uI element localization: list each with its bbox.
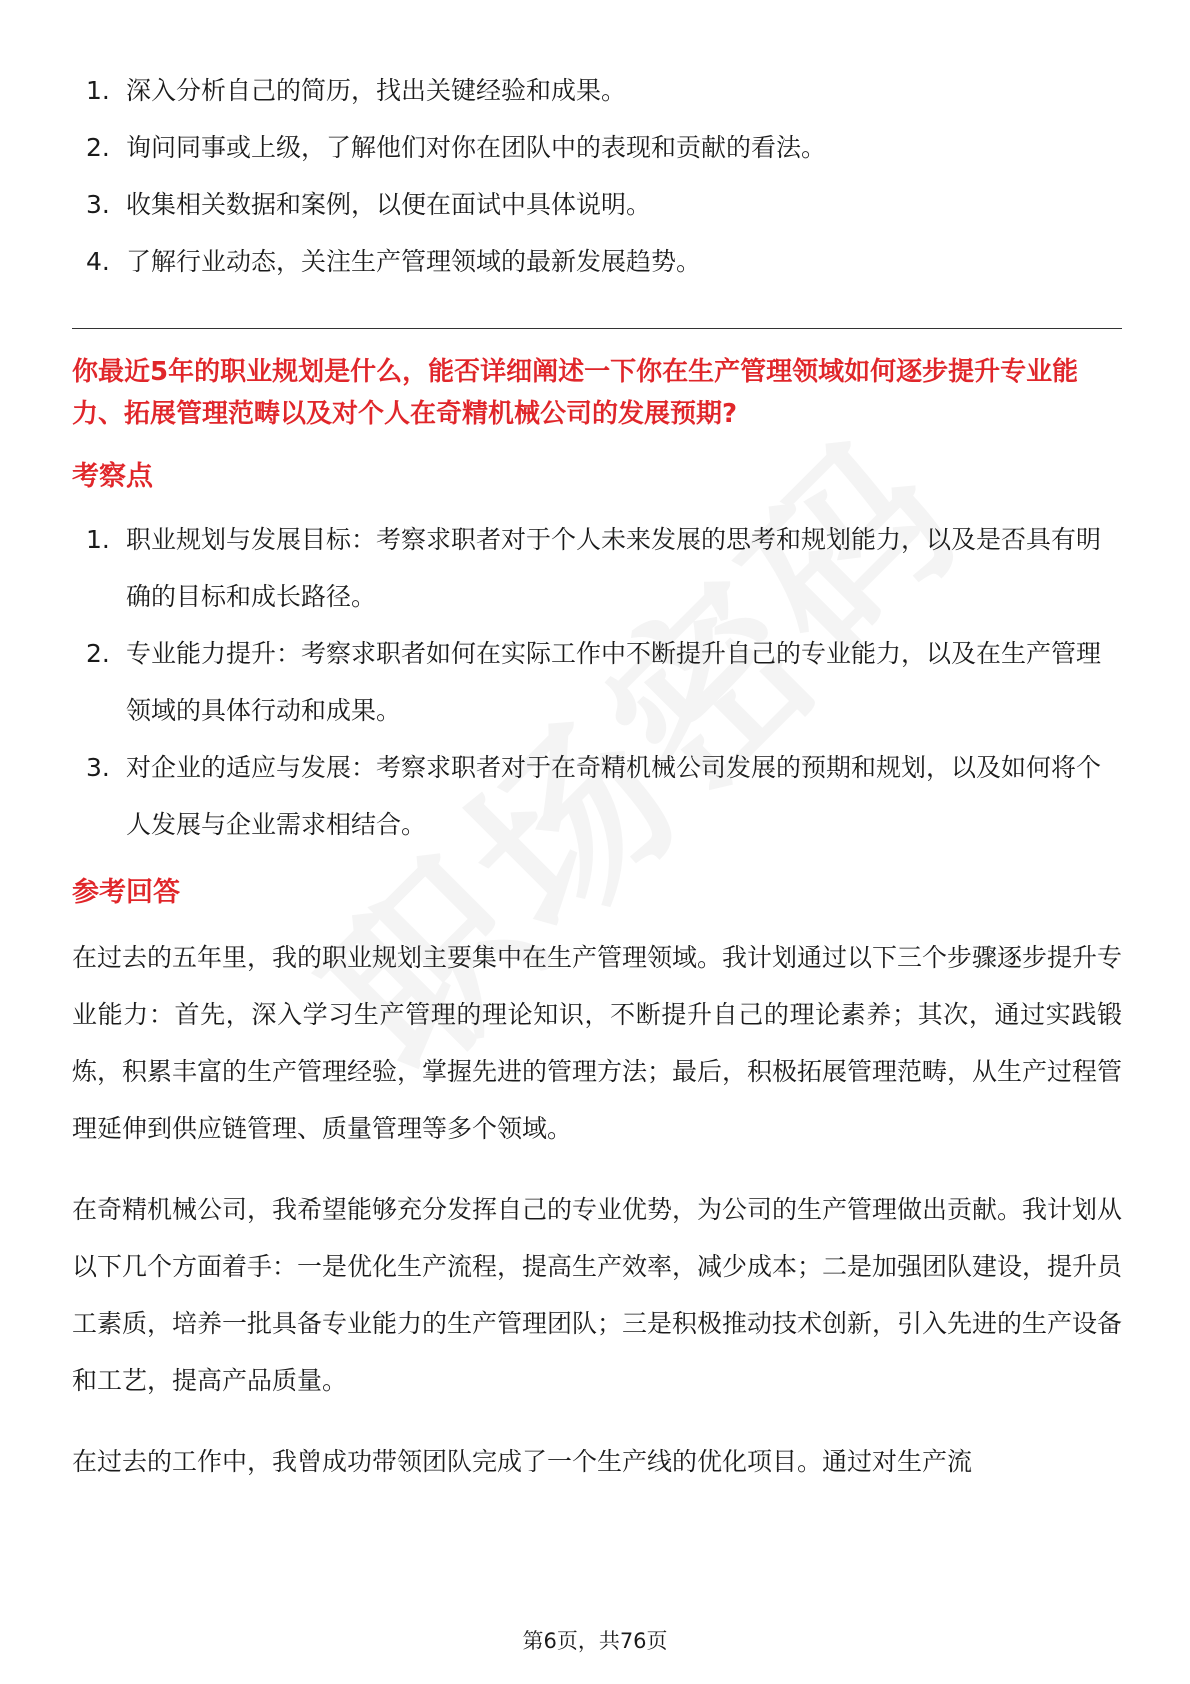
- list-item: [72, 625, 1122, 739]
- page-content: [72, 62, 1122, 1514]
- list-item-text: 对企业的适应与发展：考察求职者对于在奇精机械公司发展的预期和规划，以及如何将个人发展与企业需求相结合。: [126, 753, 1102, 839]
- answer-paragraph: 在过去的五年里，我的职业规划主要集中在生产管理领域。我计划通过以下三个步骤逐步提升专业能力：首先，深入学习生产管理的理论知识，不断提升自己的理论素养；其次，通过实践锻炼，积累丰富的生产管理经验，掌握先进的管理方法；最后，积极拓展管理范畴，从生产过程管理延伸到供应链管理、质量管理等多个领域。: [72, 943, 1123, 1143]
- list-item-text: 了解行业动态，关注生产管理领域的最新发展趋势。: [126, 247, 702, 276]
- list-item: [72, 62, 1122, 119]
- list-number: 1.: [86, 525, 110, 554]
- list-number: 2.: [86, 639, 110, 668]
- list-item: [72, 119, 1122, 176]
- list-item: [72, 739, 1122, 853]
- section-divider: [72, 328, 1122, 329]
- list-item-text: 询问同事或上级，了解他们对你在团队中的表现和贡献的看法。: [126, 133, 827, 162]
- answer-paragraph: 在奇精机械公司，我希望能够充分发挥自己的专业优势，为公司的生产管理做出贡献。我计划从以下几个方面着手：一是优化生产流程，提高生产效率，减少成本；二是加强团队建设，提升员工素质，培养一批具备专业能力的生产管理团队；三是积极推动技术创新，引入先进的生产设备和工艺，提高产品质量。: [72, 1195, 1123, 1395]
- page-number: 第6页，共76页: [522, 1629, 668, 1653]
- list-number: 1.: [86, 76, 110, 105]
- list-number: 3.: [86, 190, 110, 219]
- interview-question: 你最近5年的职业规划是什么，能否详细阐述一下你在生产管理领域如何逐步提升专业能力、拓展管理范畴以及对个人在奇精机械公司的发展预期?: [72, 357, 1079, 429]
- list-item: [72, 233, 1122, 290]
- list-item: [72, 176, 1122, 233]
- list-item-text: 深入分析自己的简历，找出关键经验和成果。: [126, 76, 627, 105]
- list-number: 4.: [86, 247, 110, 276]
- list-item: [72, 511, 1122, 625]
- intro-list: [72, 62, 1122, 290]
- list-number: 2.: [86, 133, 110, 162]
- list-item-text: 收集相关数据和案例，以便在面试中具体说明。: [126, 190, 652, 219]
- answer-paragraph: 在过去的工作中，我曾成功带领团队完成了一个生产线的优化项目。通过对生产流: [72, 1447, 973, 1476]
- reference-answer-heading: 参考回答: [72, 877, 180, 908]
- list-item-text: 专业能力提升：考察求职者如何在实际工作中不断提升自己的专业能力，以及在生产管理领域的具体行动和成果。: [126, 639, 1102, 725]
- check-points-list: [72, 511, 1122, 853]
- list-number: 3.: [86, 753, 110, 782]
- list-item-text: 职业规划与发展目标：考察求职者对于个人未来发展的思考和规划能力，以及是否具有明确的目标和成长路径。: [126, 525, 1102, 611]
- check-points-heading: 考察点: [72, 461, 153, 492]
